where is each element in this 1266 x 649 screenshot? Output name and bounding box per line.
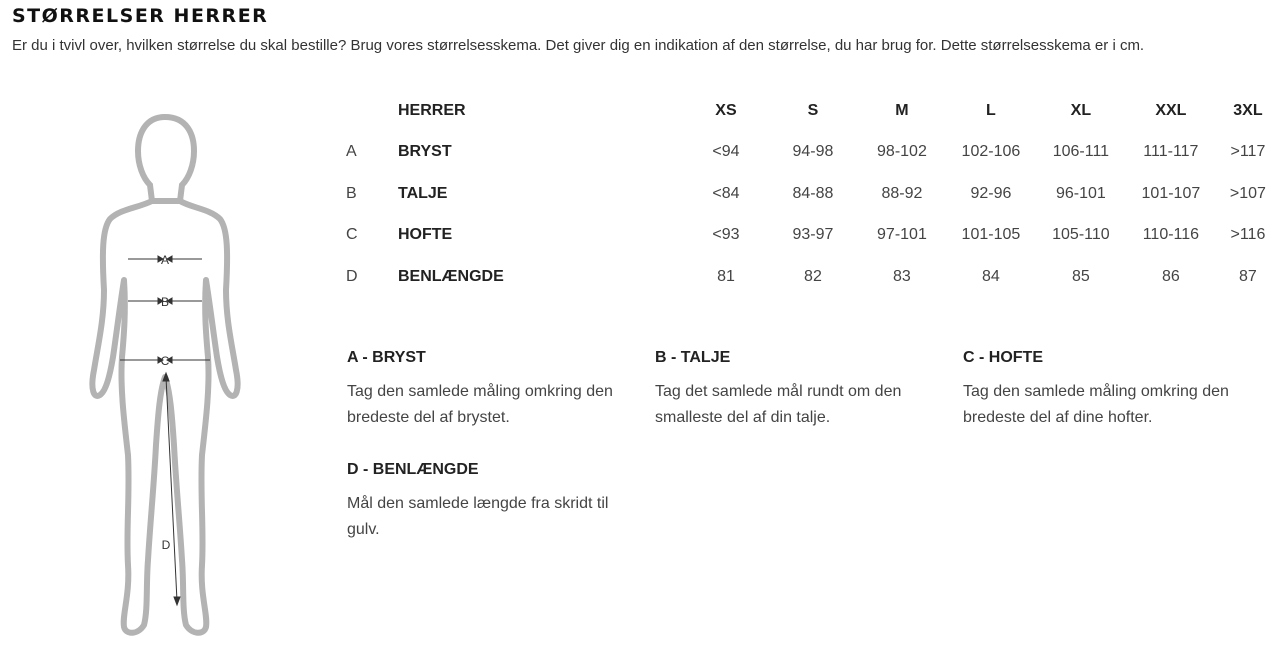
head-outline — [138, 117, 194, 201]
row-name: BRYST — [397, 143, 452, 161]
size-table-header-row — [338, 90, 1266, 132]
description-bryst — [347, 349, 632, 431]
header-cell-m: M — [895, 101, 909, 119]
table-cell: 92-96 — [970, 184, 1012, 202]
row-letter: D — [346, 267, 358, 285]
header-cell-xl: XL — [1070, 101, 1092, 119]
description-hofte — [963, 349, 1248, 431]
table-cell: 96-101 — [1055, 184, 1106, 202]
table-row — [338, 256, 1266, 298]
table-cell: 101-107 — [1141, 184, 1201, 202]
figure-label-b: B — [160, 295, 170, 309]
table-cell: 83 — [893, 267, 911, 285]
description-text: Tag den samlede måling omkring den bredeste del af brystet. — [347, 383, 613, 426]
table-cell: <93 — [712, 226, 740, 244]
description-text: Mål den samlede længde fra skridt til gulv. — [347, 495, 609, 538]
intro-text: Er du i tvivl over, hvilken størrelse du skal bestille? Brug vores størrelsesskema. Det giver dig en indikation af den størrelse, du har brug for. Dette størrelsesskema er i cm. — [12, 37, 1145, 54]
header-cell — [338, 90, 398, 132]
description-talje — [655, 349, 940, 431]
header-cell-herrer: HERRER — [397, 101, 466, 119]
page-title: STØRRELSER HERRER — [12, 5, 269, 27]
table-row — [338, 173, 1266, 215]
description-text: Tag det samlede mål rundt om den smalleste del af din talje. — [655, 383, 902, 426]
table-cell: 106-111 — [1052, 143, 1110, 161]
description-title: B - TALJE — [655, 349, 731, 366]
table-cell: 84-88 — [792, 184, 834, 202]
table-row — [338, 215, 1266, 257]
table-cell: 110-116 — [1142, 226, 1200, 244]
header-cell-l: L — [986, 101, 996, 119]
table-cell: 94-98 — [792, 143, 834, 161]
table-cell: 98-102 — [877, 143, 927, 161]
row-name: HOFTE — [397, 226, 453, 244]
figure-label-a: A — [160, 253, 170, 267]
header-cell-xs: XS — [715, 101, 737, 119]
figure-label-c: C — [160, 354, 170, 368]
table-cell: 85 — [1072, 267, 1090, 285]
table-cell: 82 — [804, 267, 822, 285]
header-cell-s: S — [807, 101, 819, 119]
row-name: BENLÆNGDE — [397, 267, 504, 285]
table-cell: 93-97 — [792, 226, 834, 244]
table-cell: 88-92 — [881, 184, 923, 202]
table-cell: 102-106 — [961, 143, 1021, 161]
description-title: C - HOFTE — [963, 349, 1043, 366]
figure-label-d: D — [161, 538, 171, 552]
description-title: D - BENLÆNGDE — [347, 461, 479, 478]
table-cell: >117 — [1230, 143, 1266, 161]
table-cell: >107 — [1229, 184, 1266, 202]
header-cell-xxl: XXL — [1155, 101, 1187, 119]
description-text: Tag den samlede måling omkring den bredeste del af dine hofter. — [963, 383, 1229, 426]
row-name: TALJE — [397, 184, 448, 202]
table-cell: 105-110 — [1052, 226, 1110, 244]
header-cell-3xl: 3XL — [1233, 101, 1263, 119]
table-cell: <94 — [712, 143, 740, 161]
table-cell: 97-101 — [877, 226, 927, 244]
table-cell: 86 — [1161, 267, 1180, 285]
table-row — [338, 132, 1266, 174]
table-cell: 84 — [982, 267, 1000, 285]
table-cell: >116 — [1230, 226, 1266, 244]
body-outline-illustration — [80, 105, 260, 645]
table-cell: 111-117 — [1143, 143, 1199, 161]
row-letter: A — [346, 143, 357, 161]
row-letter: C — [346, 226, 358, 244]
description-title: A - BRYST — [347, 349, 426, 366]
body-measurement-figure — [80, 105, 260, 645]
table-cell: 87 — [1239, 267, 1257, 285]
description-benlaengde — [347, 461, 632, 543]
size-table — [338, 90, 1266, 298]
row-letter: B — [346, 184, 357, 202]
table-cell: 101-105 — [961, 226, 1021, 244]
table-cell: 81 — [717, 267, 735, 285]
table-cell: <84 — [712, 184, 740, 202]
